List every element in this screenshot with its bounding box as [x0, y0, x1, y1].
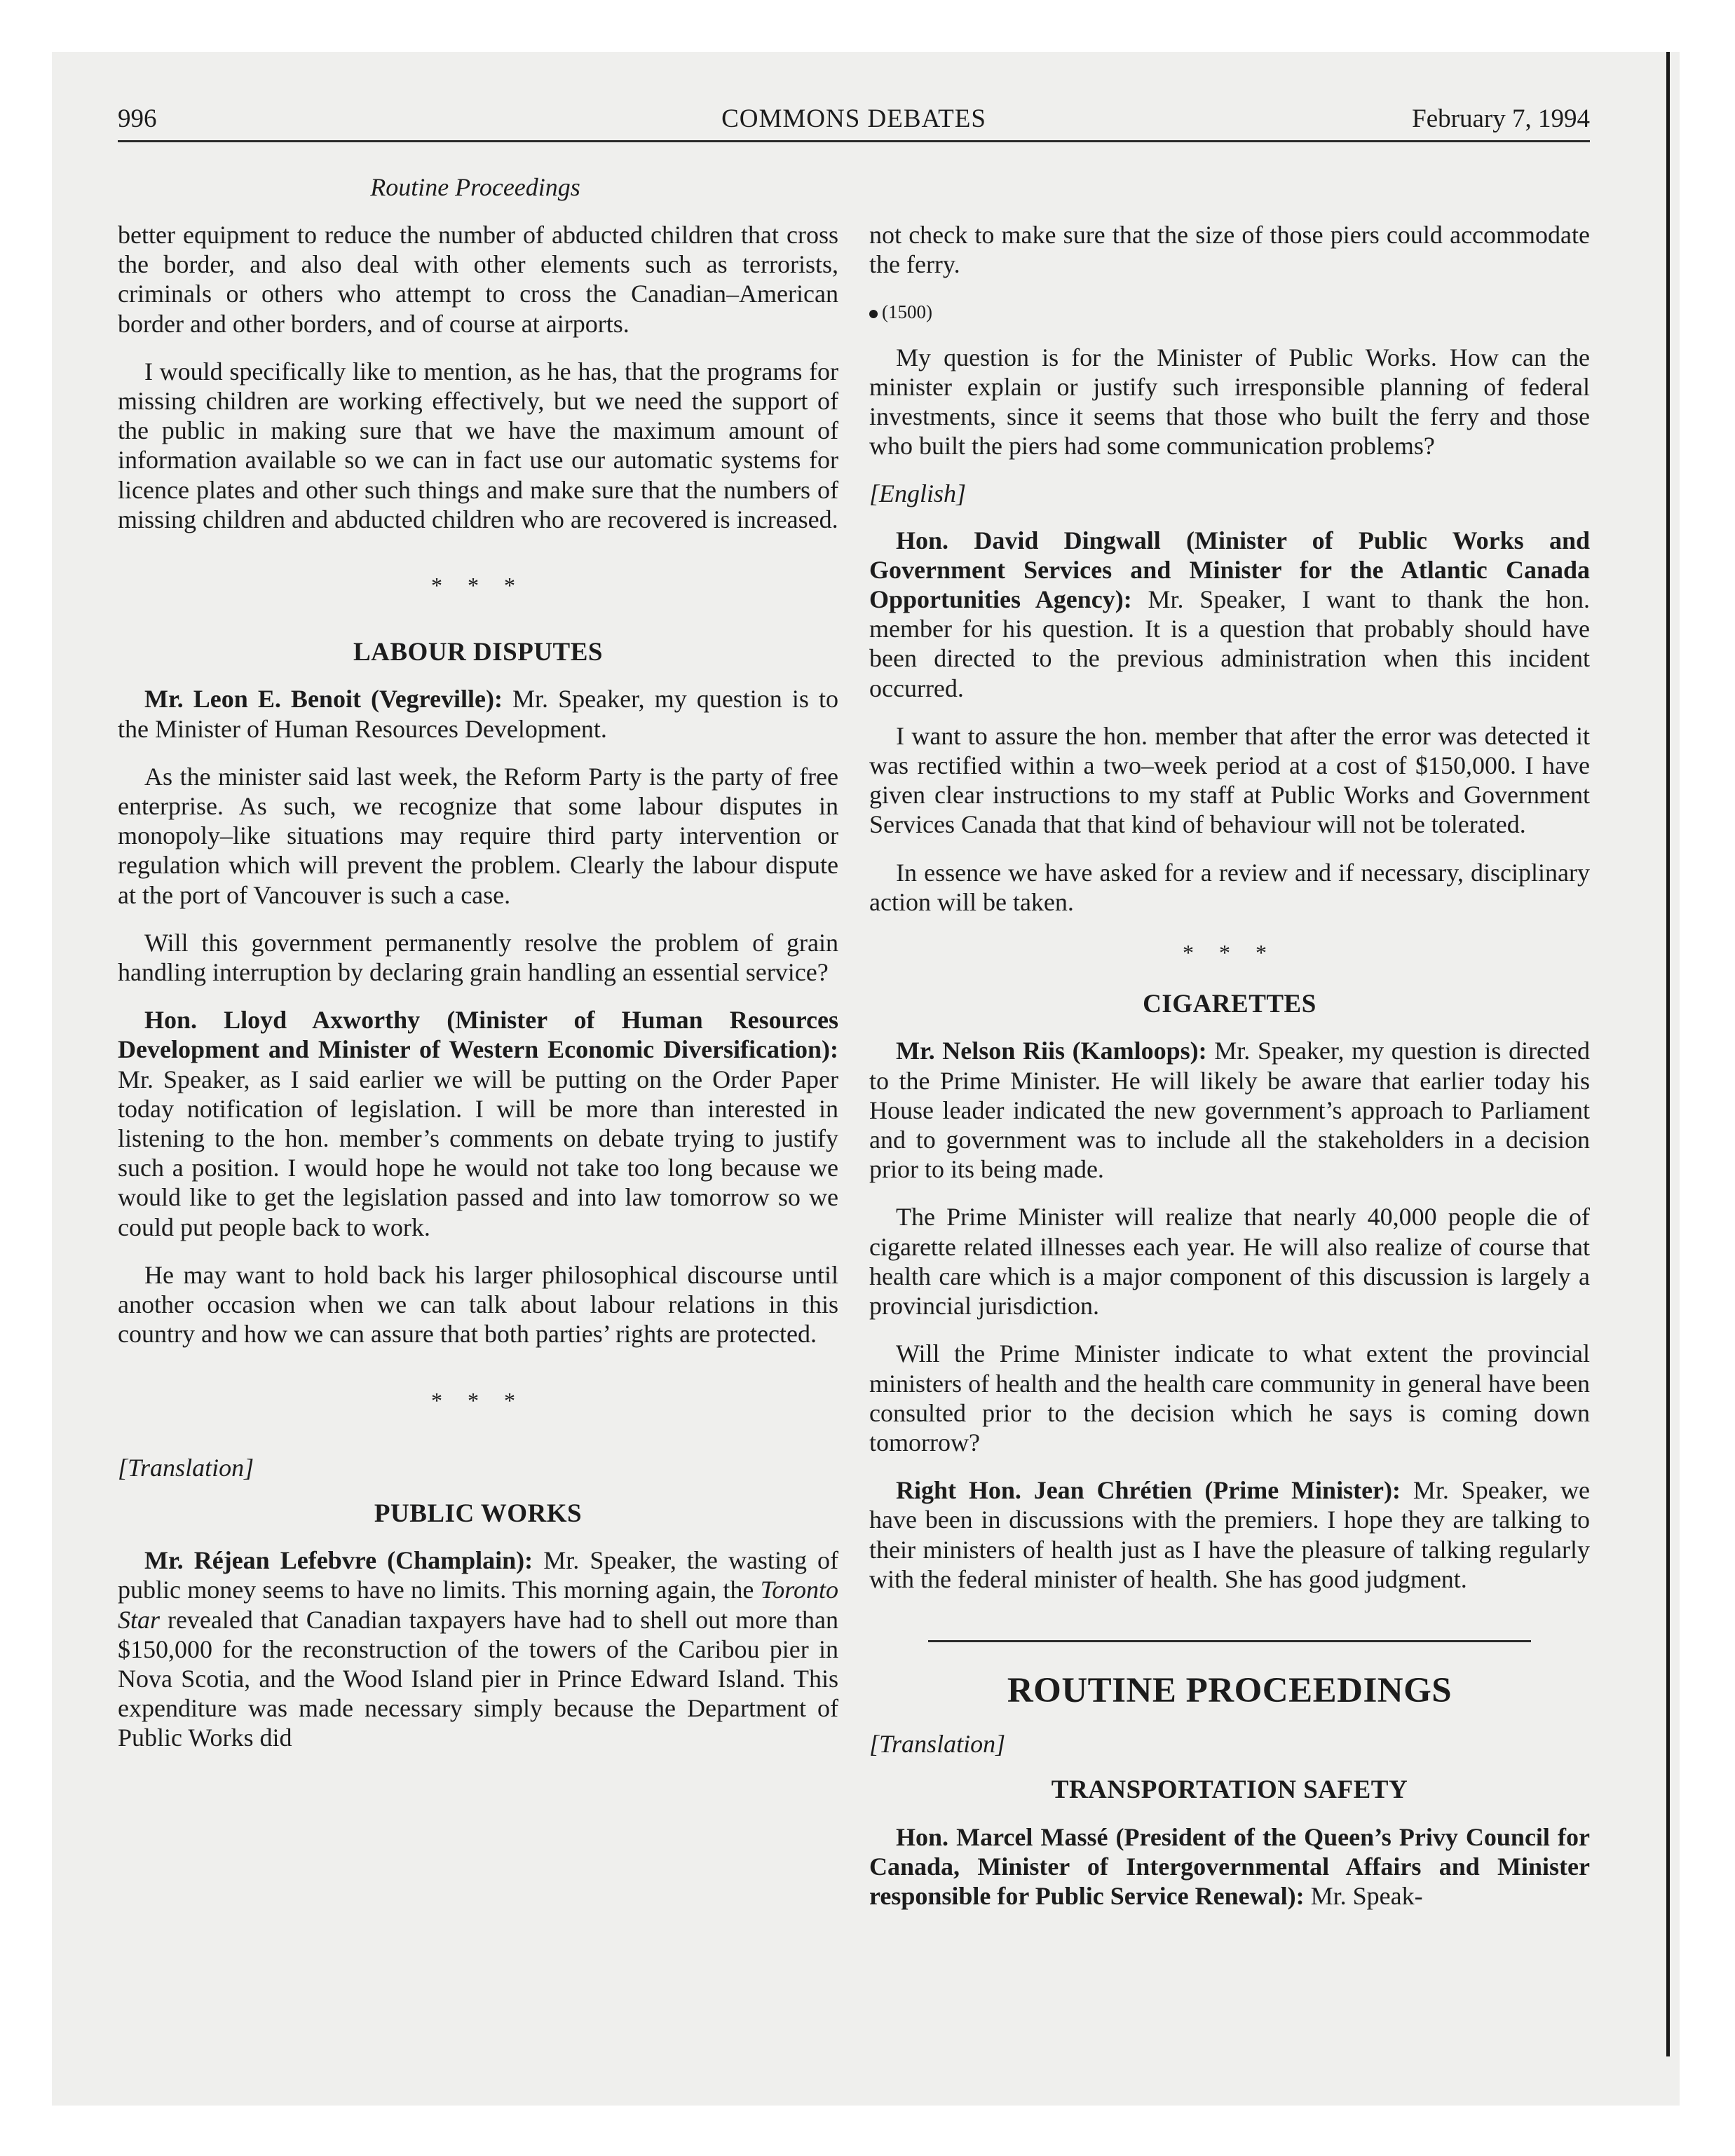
heading-routine-proceedings: ROUTINE PROCEEDINGS: [1007, 1670, 1452, 1710]
section-separator: * * *: [431, 573, 525, 599]
paragraph: My question is for the Minister of Public Works. How can the minister explain or justify such irresponsible planning of federal investments, since it seems that those who built the ferry and those who built the piers had some communication problems?: [869, 343, 1590, 460]
language-marker: [English]: [869, 479, 967, 508]
running-head: [118, 104, 1590, 143]
heading-public-works: PUBLIC WORKS: [374, 1499, 583, 1528]
header-rule: [118, 140, 1590, 142]
paragraph: The Prime Minister will realize that nearly 40,000 people die of cigarette related illnesses each year. He will also realize of course that health care which is a major component of this discussion is largely a provincial jurisdiction.: [869, 1203, 1590, 1321]
paragraph: Mr. Nelson Riis (Kamloops): Mr. Speaker, my question is directed to the Prime Minister. He will likely be aware that earlier today his House leader indicated the new government’s approach to Parliament and to government was to include all the stakeholders in a decision prior to its being made.: [869, 1037, 1590, 1184]
paragraph: I would specifically like to mention, as he has, that the programs for missing children are working effectively, but we need the support of the public in making sure that we have the maximum amount of information available so we can in fact use our automatic systems for licence plates and other such things and make sure that the numbers of missing children and abducted children who are recovered is increased.: [118, 357, 838, 533]
right-column: [869, 220, 1590, 1929]
paragraph: Will the Prime Minister indicate to what extent the provincial ministers of health and the health care community in general have been consulted prior to the decision which he says is coming down tomorrow?: [869, 1339, 1590, 1456]
paragraph: Mr. Réjean Lefebvre (Champlain): Mr. Speaker, the wasting of public money seems to have no limits. This morning again, the Toronto Star revealed that Canadian taxpayers have had to shell out more than $150,000 for the reconstruction of the towers of the Caribou pier in Nova Scotia, and the Wood Island pier in Prince Edward Island. This expenditure was made necessary simply because the Department of Public Works did: [118, 1546, 839, 1752]
publication-title: COMMONS DEBATES: [721, 104, 986, 133]
section-separator: * * *: [431, 1387, 525, 1413]
publication-date: February 7, 1994: [1412, 104, 1590, 133]
paragraph: In essence we have asked for a review and if necessary, disciplinary action will be taken.: [869, 858, 1590, 916]
paragraph: Hon. David Dingwall (Minister of Public Works and Government Services and Minister for the Atlantic Canada Opportunities Agency): Mr. Speaker, I want to thank the hon. member for his question. It is a question that probably should have been directed to the previous administration when this incident occurred.: [869, 526, 1590, 702]
time-marker: (1500): [869, 297, 1590, 327]
paragraph: Will this government permanently resolve the problem of grain handling interruption by declaring grain handling an essential service?: [118, 928, 838, 987]
speaker-name: Mr. Leon E. Benoit (Vegreville):: [144, 685, 503, 714]
bullet-icon: [869, 310, 878, 318]
speaker-name: Mr. Nelson Riis (Kamloops):: [896, 1037, 1207, 1065]
page-number: 996: [118, 104, 157, 133]
paragraph: better equipment to reduce the number of abducted children that cross the border, and also deal with other elements such as terrorists, criminals or others who attempt to cross the Canadian–American border and other borders, and of course at airports.: [118, 221, 838, 338]
newspaper-title: Toronto Star: [118, 1576, 838, 1634]
paragraph: As the minister said last week, the Reform Party is the party of free enterprise. As such, we recognize that some labour disputes in monopoly–like situations may require third party intervention or regulation which will prevent the problem. Clearly the labour dispute at the port of Vancouver is such a case.: [118, 762, 838, 909]
paragraph: not check to make sure that the size of those piers could accommodate the ferry.: [869, 221, 1590, 279]
left-column: [118, 220, 838, 1771]
language-marker: [Translation]: [118, 1453, 254, 1482]
heading-cigarettes: CIGARETTES: [1143, 990, 1316, 1019]
speaker-name: Right Hon. Jean Chrétien (Prime Minister):: [896, 1476, 1401, 1505]
heading-transportation-safety: TRANSPORTATION SAFETY: [1051, 1775, 1408, 1805]
section-title: Routine Proceedings: [370, 173, 580, 201]
binding-edge: [1666, 52, 1670, 2056]
language-marker: [Translation]: [869, 1730, 1006, 1759]
paragraph: Hon. Marcel Massé (President of the Queen’s Privy Council for Canada, Minister of Intergovernmental Affairs and Minister responsible for Public Service Renewal): Mr. Speak-: [869, 1822, 1590, 1910]
section-divider: [928, 1640, 1531, 1642]
speaker-name: Hon. Marcel Massé (President of the Queen’s Privy Council for Canada, Minister of Intergovernmental Affairs and Minister responsible for Public Service Renewal):: [869, 1822, 1590, 1910]
heading-labour-disputes: LABOUR DISPUTES: [353, 638, 603, 667]
paragraph: I want to assure the hon. member that after the error was detected it was rectified within a two–week period at a cost of $150,000. I have given clear instructions to my staff at Public Works and Government Services Canada that that kind of behaviour will not be tolerated.: [869, 721, 1590, 839]
paragraph: Right Hon. Jean Chrétien (Prime Minister): Mr. Speaker, we have been in discussions with the premiers. I hope they are talking to their ministers of health just as I have the pleasure of talking regularly with the federal minister of health. She has good judgment.: [869, 1476, 1590, 1593]
section-separator: * * *: [1183, 940, 1277, 966]
paragraph: Mr. Leon E. Benoit (Vegreville): Mr. Speaker, my question is to the Minister of Human Resources Development.: [118, 685, 838, 743]
paragraph: He may want to hold back his larger philosophical discourse until another occasion when we can talk about labour relations in this country and how we can assure that both parties’ rights are protected.: [118, 1260, 838, 1349]
speaker-name: Hon. David Dingwall (Minister of Public Works and Government Services and Minister for the Atlantic Canada Opportunities Agency):: [869, 526, 1590, 614]
speaker-name: Mr. Réjean Lefebvre (Champlain):: [144, 1546, 533, 1575]
paragraph: Hon. Lloyd Axworthy (Minister of Human Resources Development and Minister of Western Economic Diversification): Mr. Speaker, as I said earlier we will be putting on the Order Paper today notification of legislation. I will be more than interested in listening to the hon. member’s comments on debate trying to justify such a position. I would hope he would not take too long because we would like to get the legislation passed and into law tomorrow so we could put people back to work.: [118, 1006, 838, 1241]
speaker-name: Hon. Lloyd Axworthy (Minister of Human Resources Development and Minister of Western Economic Diversification):: [118, 1006, 838, 1064]
